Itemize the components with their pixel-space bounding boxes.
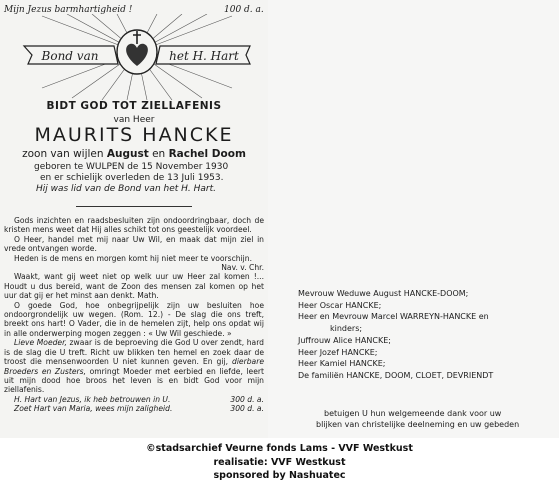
indulgence-1-text: H. Hart van Jezus, ik heb betrouwen in U.	[14, 394, 171, 404]
relative-line: Heer Jozef HANCKE;	[298, 347, 378, 357]
indulgence-1	[4, 395, 264, 404]
and-word: en	[152, 148, 166, 160]
prayer-request: BIDT GOD TOT ZIELLAFENIS	[46, 100, 222, 112]
relative-line: Heer en Mevrouw Marcel WARREYN-HANCKE en	[298, 312, 489, 322]
relative-line: Mevrouw Weduwe August HANCKE-DOOM;	[298, 289, 469, 298]
paragraph-3-source: Nav. v. Chr.	[221, 263, 264, 273]
thanks-line-2: blijken van christelijke deelneming en uw gebeden	[316, 420, 520, 429]
emblem-left-text: Bond van	[41, 49, 99, 63]
life-dates	[34, 162, 264, 195]
father-name: August	[106, 148, 149, 160]
paragraph-2: O Heer, handel met mij naar Uw Wil, en maak dat mijn ziel in vrede ontvangen worde.	[4, 234, 264, 254]
paragraph-6-a: zwaar is de beproeving die God U over zendt, hard is de slag die U treft. Richt uw blikken ten hemel en zoek daar de troost die mensenwoorden U niet kunnen geven. En gij,	[4, 338, 265, 367]
paragraph-6	[4, 338, 264, 394]
indulgence-header: 100 d. a.	[224, 5, 264, 15]
thanks-note	[316, 408, 520, 430]
credit-line-3: sponsored by Nashuatec	[213, 470, 346, 481]
indulgence-2-text: Zoet Hart van Maria, wees mijn zaligheid.	[14, 404, 173, 414]
card-left-panel	[0, 0, 268, 438]
death-line: en er schielijk overleden de 13 Juli 1953.	[40, 173, 224, 183]
van-heer: van Heer	[113, 115, 155, 125]
relative-line: Heer Kamiel HANCKE;	[298, 359, 386, 369]
paragraph-6-lead: Lieve Moeder,	[14, 338, 67, 348]
parents-line	[0, 148, 268, 160]
thanks-line-1: betuigen U hun welgemeende dank voor uw	[324, 409, 502, 418]
divider	[76, 206, 192, 207]
birth-line: geboren te WULPEN de 15 November 1930	[34, 162, 229, 172]
relative-line: kinders;	[330, 324, 363, 334]
archive-credits	[0, 442, 559, 483]
paragraph-3: Heden is de mens en morgen komt hij niet meer te voorschijn.	[14, 253, 253, 263]
paragraph-4: Waakt, want gij weet niet op welk uur uw Heer zal komen !... Houdt u dus bereid, want de Zoon des mensen zal komen op het uur dat gij er het minst aan denkt. Math.	[4, 272, 264, 301]
credit-line-1: ©stadsarchief Veurne fonds Lams - VVF Westkust	[146, 443, 413, 454]
relative-line: De familiën HANCKE, DOOM, CLOET, DEVRIENDT	[298, 370, 494, 380]
paragraph-6-emphasis: dierbare Broeders en Zusters,	[4, 357, 264, 376]
indulgence-2-days: 300 d. a.	[230, 404, 264, 414]
paragraph-6-b: omringt Moeder met eerbied en liefde, leert uit mijn dood hoe broos het leven is en bidt God voor mijn ziellafenis.	[4, 366, 265, 395]
paragraph-5: O goede God, hoe onbegrijpelijk zijn uw besluiten hoe ondoorgrondelijk uw wegen. (Rom. 12.) - De slag die ons treft, breekt ons hart! O Vader, die in de hemelen zijt, help ons opdat wij in alle onderwerping mogen zeggen : « Uw Wil geschiede. »	[4, 300, 264, 338]
paragraph-1: Gods inzichten en raadsbesluiten zijn ondoordringbaar, doch de kristen mens weet dat Hij alles schikt tot ons geestelijk voordeel.	[4, 216, 264, 235]
deceased-name: MAURITS HANCKE	[34, 124, 234, 146]
indulgence-1-days: 300 d. a.	[230, 394, 264, 404]
relatives-list	[298, 288, 556, 382]
membership-line: Hij was lid van de Bond van het H. Hart.	[36, 184, 217, 194]
relative-line: Juffrouw Alice HANCKE;	[298, 335, 391, 345]
emblem-right-text: het H. Hart	[169, 49, 239, 63]
prayer-header: Mijn Jezus barmhartigheid !	[4, 5, 133, 15]
indulgence-2	[4, 404, 264, 413]
mother-name: Rachel Doom	[168, 148, 246, 160]
relative-line: Heer Oscar HANCKE;	[298, 300, 382, 310]
sacred-heart-emblem	[12, 14, 262, 100]
son-of-prefix: zoon van wijlen	[22, 148, 104, 160]
credit-line-2: realisatie: VVF Westkust	[213, 456, 346, 468]
prayer-text	[4, 216, 264, 414]
